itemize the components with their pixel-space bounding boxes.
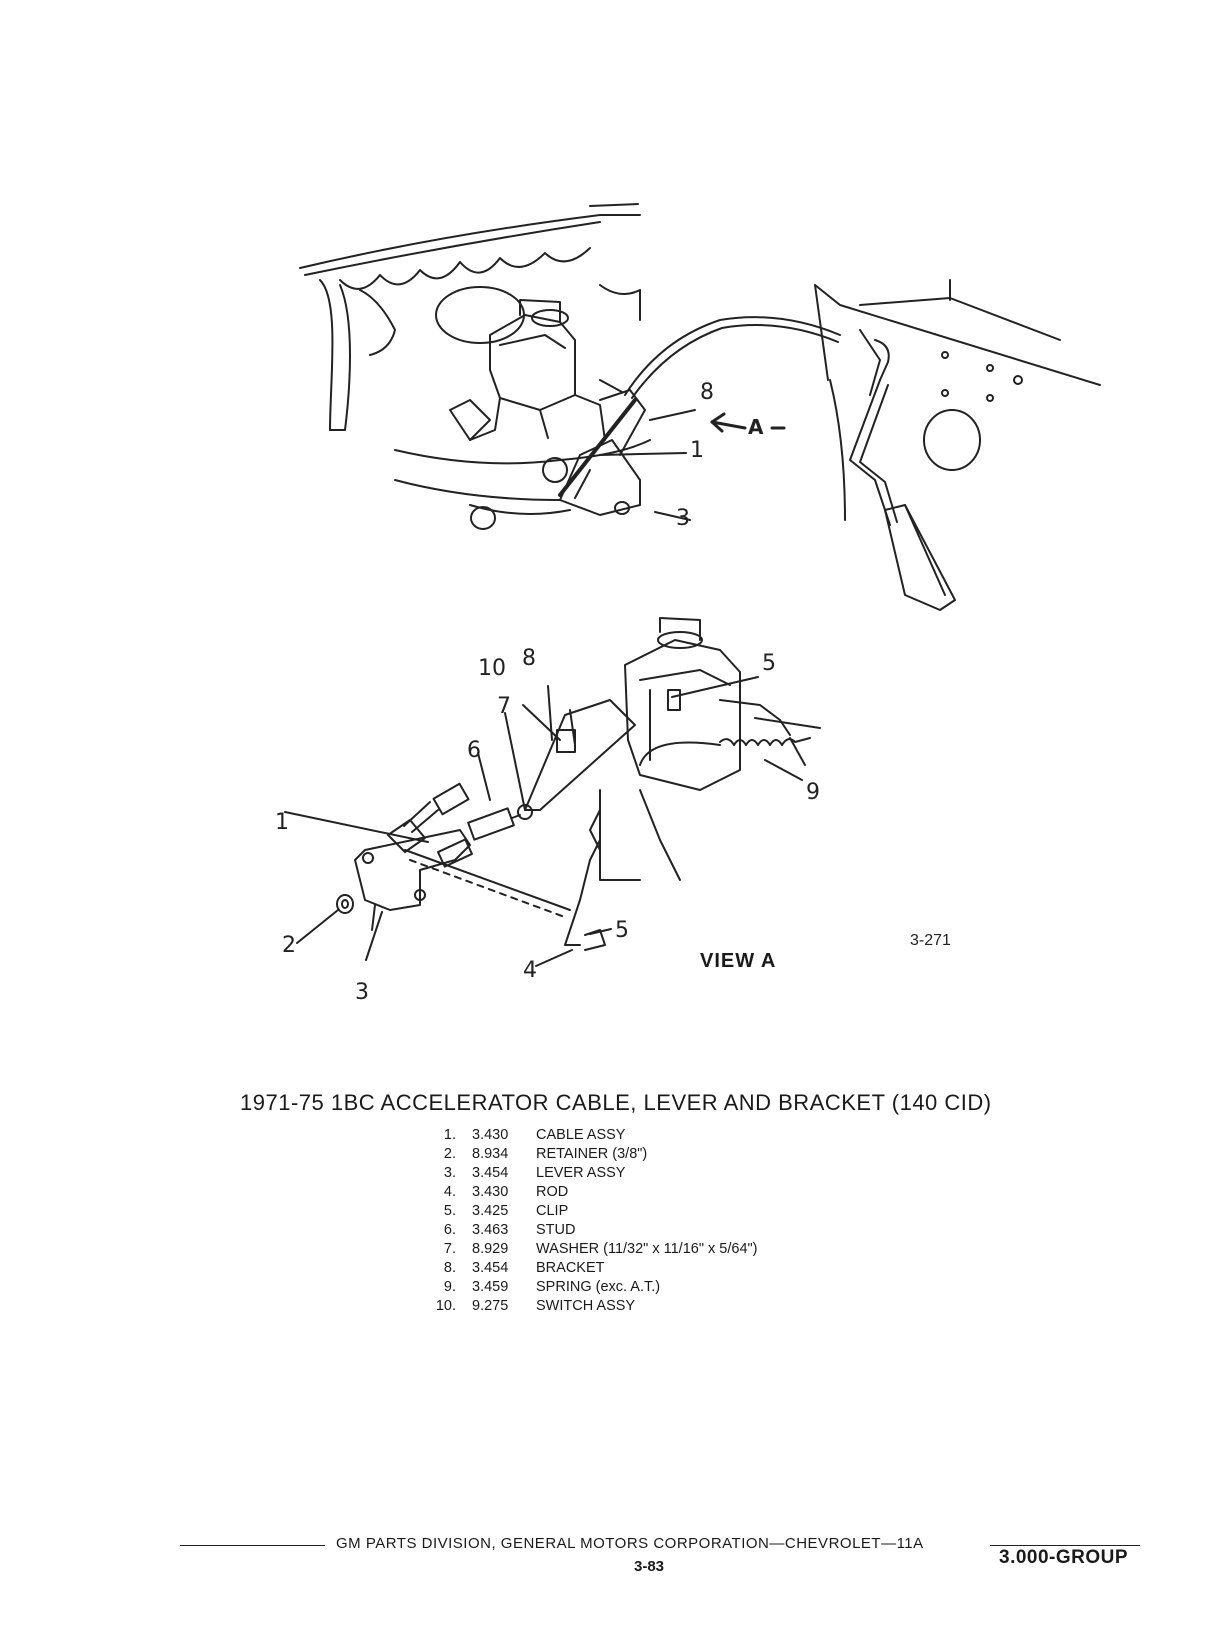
part-code: 3.454 <box>472 1260 509 1276</box>
part-index: 1. <box>443 1127 456 1143</box>
part-index: 10. <box>435 1298 456 1314</box>
part-row <box>430 1145 758 1164</box>
part-description: ROD <box>536 1184 569 1200</box>
figure-number: 3-271 <box>910 932 951 949</box>
callout-8: 8 <box>522 646 536 671</box>
callout-5-bottom: 5 <box>615 918 629 943</box>
part-description: SPRING (exc. A.T.) <box>536 1279 661 1295</box>
part-row <box>430 1126 758 1145</box>
part-code: 3.463 <box>472 1222 509 1238</box>
callout-10: 10 <box>478 656 506 681</box>
part-code: 9.275 <box>472 1298 509 1314</box>
part-description: CLIP <box>536 1203 569 1219</box>
part-code: 3.430 <box>472 1184 509 1200</box>
callout-6: 6 <box>467 738 481 763</box>
callout-8-top: 8 <box>700 380 714 405</box>
callout-5-top: 5 <box>762 651 776 676</box>
footer-rule-right <box>990 1545 1140 1546</box>
part-index: 4. <box>443 1184 456 1200</box>
part-description: RETAINER (3/8") <box>536 1146 648 1162</box>
callout-7: 7 <box>497 694 511 719</box>
part-code: 8.934 <box>472 1146 509 1162</box>
callout-1-top: 1 <box>690 438 704 463</box>
part-row <box>430 1278 758 1297</box>
part-description: CABLE ASSY <box>536 1127 626 1143</box>
part-index: 3. <box>443 1165 456 1181</box>
part-description: STUD <box>536 1222 576 1238</box>
footer-rule-left <box>180 1545 325 1546</box>
parts-list <box>430 1126 758 1316</box>
part-code: 3.454 <box>472 1165 509 1181</box>
part-code: 3.459 <box>472 1279 509 1295</box>
part-row <box>430 1164 758 1183</box>
part-index: 9. <box>443 1279 456 1295</box>
view-a-exploded <box>285 618 820 966</box>
callout-9: 9 <box>806 780 820 805</box>
part-row <box>430 1240 758 1259</box>
top-engine-view <box>300 204 1100 610</box>
part-row <box>430 1202 758 1221</box>
callout-4: 4 <box>523 958 537 983</box>
part-row <box>430 1221 758 1240</box>
part-row <box>430 1259 758 1278</box>
part-description: LEVER ASSY <box>536 1165 626 1181</box>
part-index: 6. <box>443 1222 456 1238</box>
part-index: 2. <box>443 1146 456 1162</box>
part-row <box>430 1297 758 1316</box>
part-code: 8.929 <box>472 1241 509 1257</box>
callout-3-top: 3 <box>676 506 690 531</box>
part-description: WASHER (11/32" x 11/16" x 5/64") <box>536 1241 758 1257</box>
part-code: 3.430 <box>472 1127 509 1143</box>
publisher-line: GM PARTS DIVISION, GENERAL MOTORS CORPORATION—CHEVROLET—11A <box>336 1535 924 1552</box>
page-number: 3-83 <box>634 1558 665 1575</box>
callout-2: 2 <box>282 933 296 958</box>
page-title: 1971-75 1BC ACCELERATOR CABLE, LEVER AND BRACKET (140 CID) <box>240 1090 992 1115</box>
part-row <box>430 1183 758 1202</box>
part-description: SWITCH ASSY <box>536 1298 636 1314</box>
group-code: 3.000-GROUP <box>999 1547 1129 1568</box>
view-a-label: VIEW A <box>700 950 777 972</box>
part-index: 8. <box>443 1260 456 1276</box>
callout-1: 1 <box>275 810 289 835</box>
part-code: 3.425 <box>472 1203 509 1219</box>
part-index: 5. <box>443 1203 456 1219</box>
part-description: BRACKET <box>536 1260 605 1276</box>
part-index: 7. <box>443 1241 456 1257</box>
arrow-a-label: A <box>748 415 764 439</box>
callout-3: 3 <box>355 980 369 1005</box>
